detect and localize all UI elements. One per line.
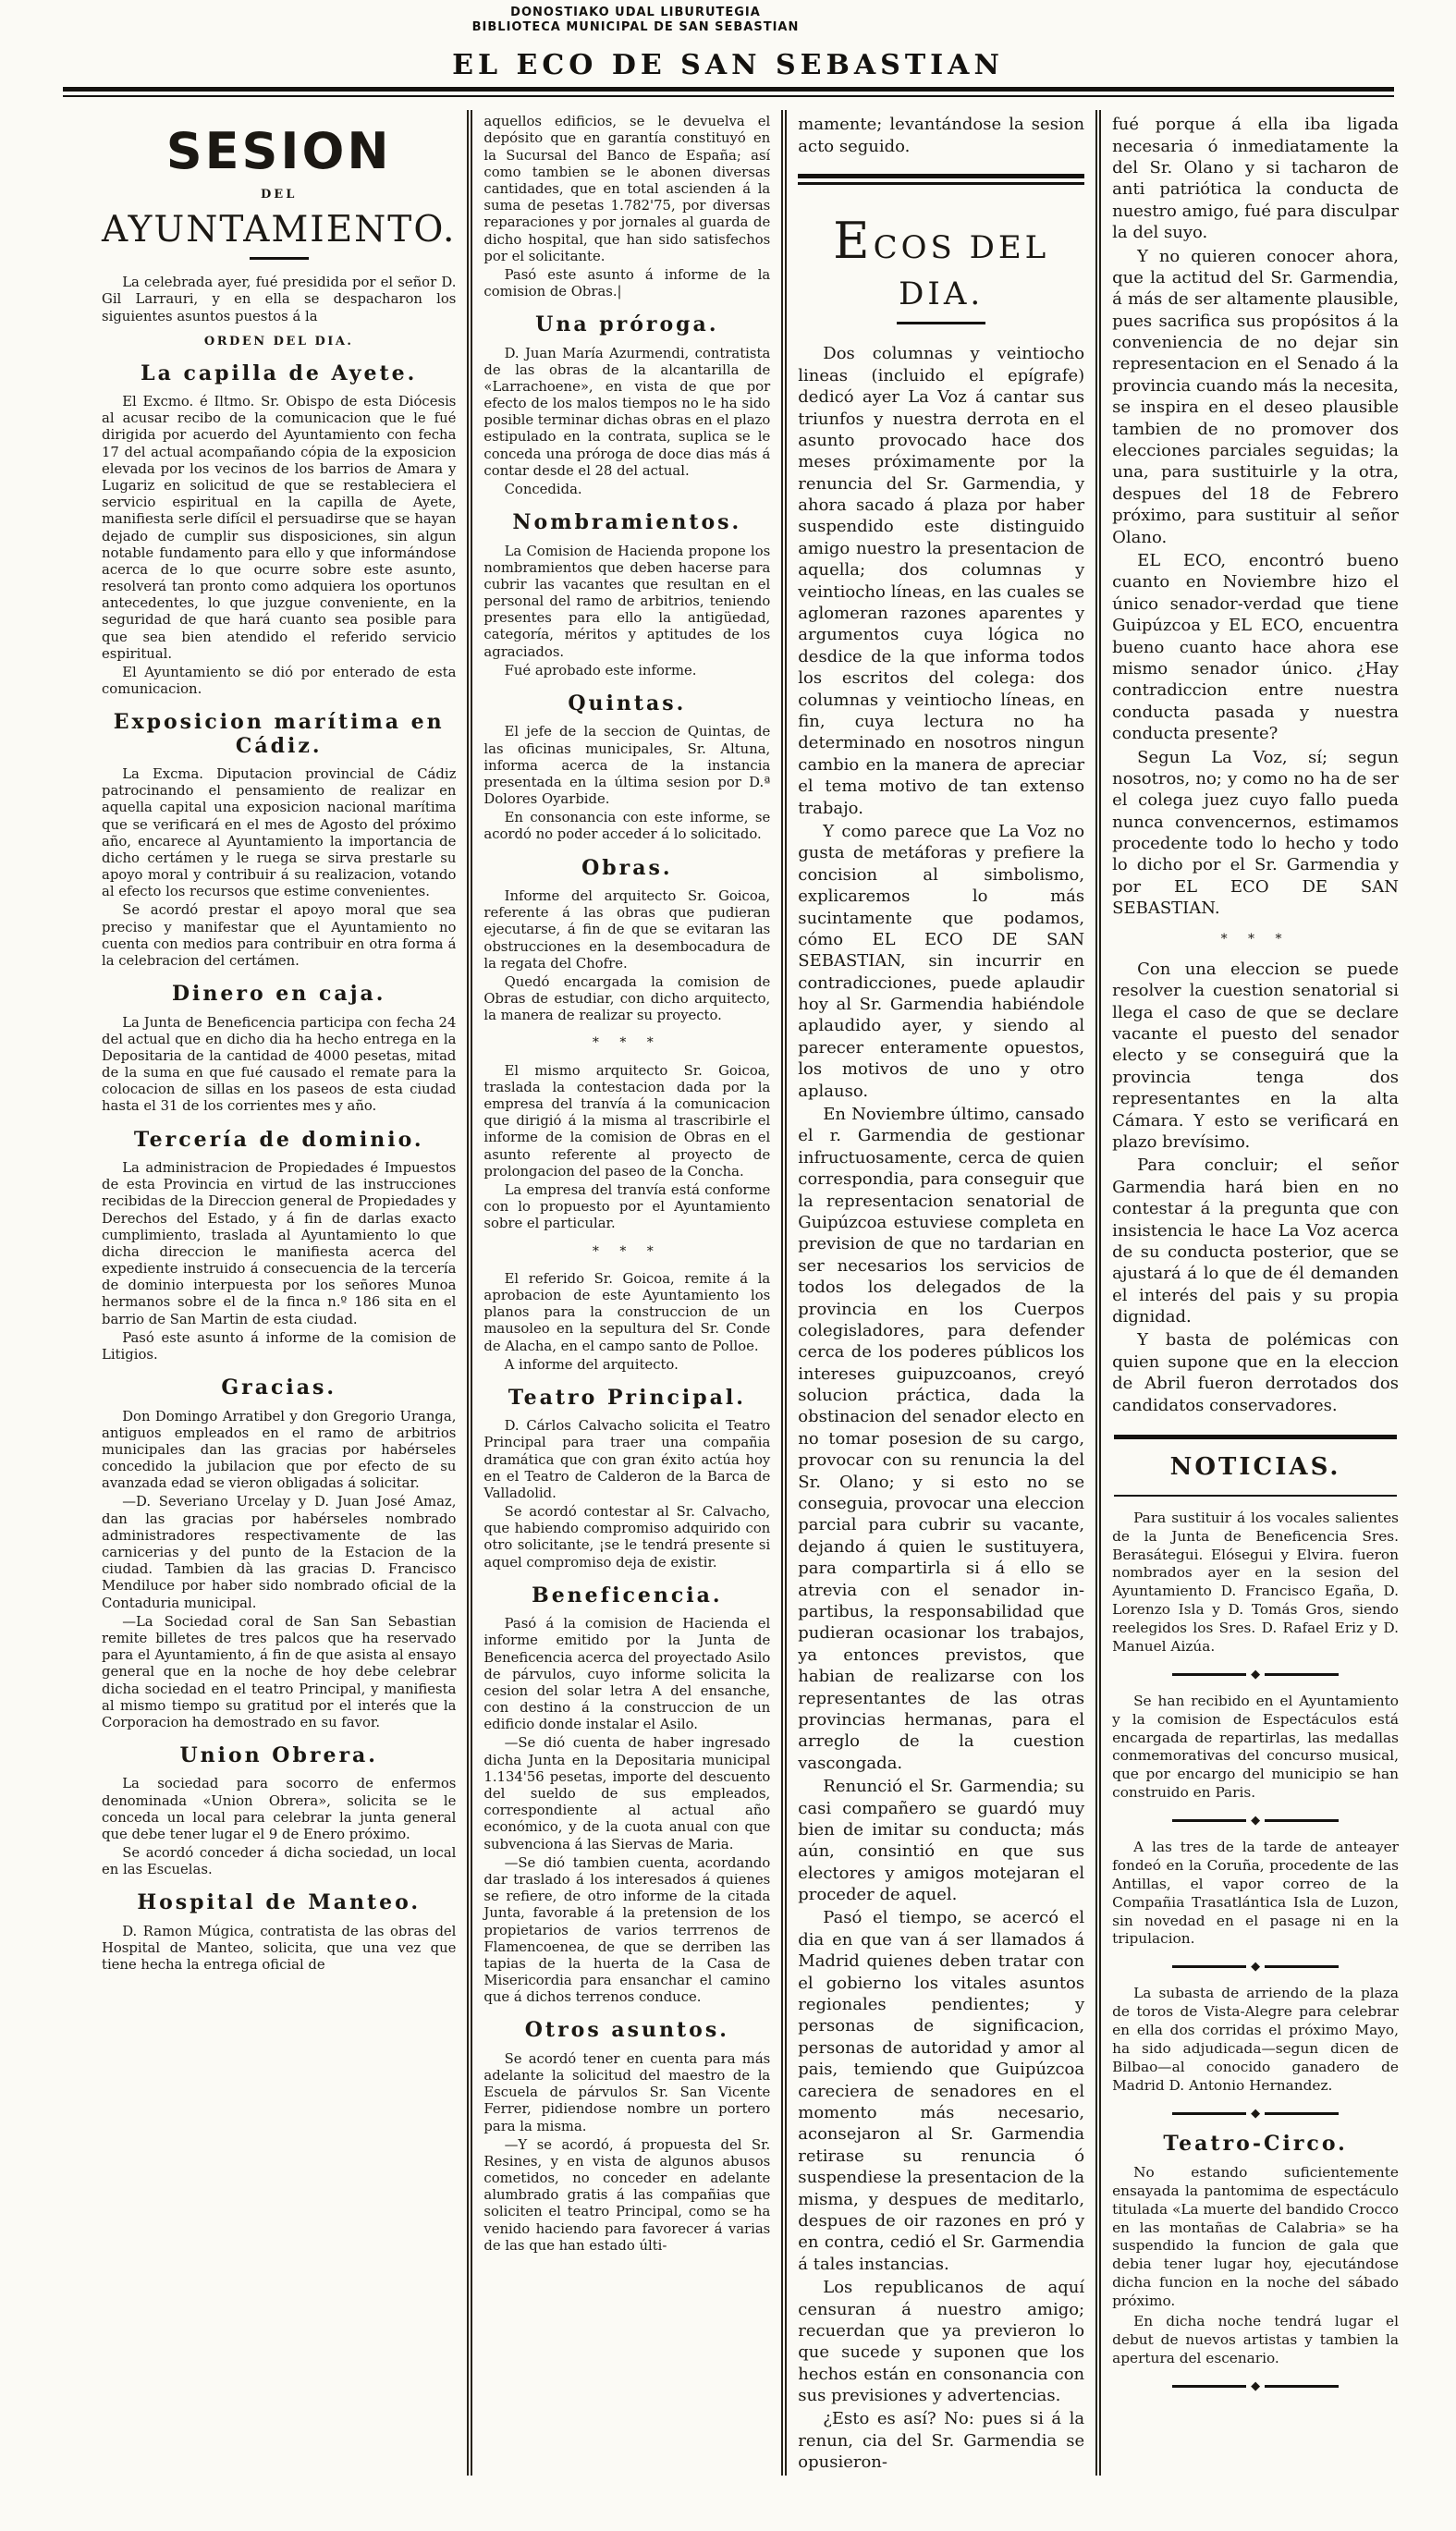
paragraph: Se han recibido en el Ayuntamiento y la comision de Espectáculos está encargada de repartirlas, las medallas conmemorativas del concurso musical, que por encargo del municipio se han construido en Paris. (1112, 1692, 1399, 1802)
diamond-separator-icon (1172, 1815, 1339, 1827)
section-heading: Union Obrera. (179, 1743, 378, 1768)
horizontal-rule (1114, 1435, 1397, 1439)
paragraph: —D. Severiano Urcelay y D. Juan José Amaz, dan las gracias por habérseles nombrado administradores respectivamente de las carnicerias y del punto de la Estacion de la ciudad. Tambien dà las gracias D. Francisco Mendiluce por haber sido nombrado oficial de la Contaduria municipal. (102, 1494, 457, 1611)
horizontal-rule (798, 174, 1084, 185)
separator-line (1172, 1673, 1246, 1676)
column-4-noticias-section (1112, 1435, 1399, 2391)
paragraph: La celebrada ayer, fué presidida por el señor D. Gil Larrauri, y en ella se despacharon los siguientes asuntos puestos á la (102, 275, 457, 324)
paragraph: —La Sociedad coral de San San Sebastian remite billetes de tres palcos que ha reservado para el Ayuntamiento, á fin de que asista al ensayo general que en la noche de hoy debe celebrar dicha sociedad en el teatro Principal, y manifiesta al mismo tiempo su gratitud por el interés que la Corporacion ha demostrado en su favor. (102, 1613, 457, 1730)
section-heading: Exposicion marítima en Cádiz. (113, 710, 445, 758)
horizontal-rule (897, 322, 985, 324)
paragraph: EL ECO, encontró bueno cuanto en Noviembre hizo el único senador-verdad que tiene Guipúzcoa y EL ECO, encuentra bueno cuanto hace ahora ese mismo senador único. ¿Hay contradiccion entre nuestra conducta pasada y nuestra conducta presente? (1112, 551, 1399, 744)
paragraph: —Se dió cuenta de haber ingresado dicha Junta en la Depositaria municipal 1.134'56 pesetas, importe del descuento del sueldo de sus empleados, correspondiente al actual año económico, y de la cuota anual con que subvenciona á las Siervas de Maria. (483, 1735, 771, 1852)
section-heading: Obras. (581, 855, 673, 880)
paragraph: D. Juan María Azurmendi, contratista de las obras de la alcantarilla de «Larrachoene», en vista de que por efecto de los malos tiempos no le ha sido posible terminar dichas obras en el plazo estipulado en la contrata, suplica se le conceda una próroga de doce dias más á contar desde el 28 del actual. (483, 345, 771, 479)
section-heading: Una próroga. (535, 312, 719, 337)
column-4 (1095, 110, 1410, 2475)
paragraph: El jefe de la seccion de Quintas, de las oficinas municipales, Sr. Altuna, informa acerca de la instancia presentada en la última sesion por D.ª Dolores Oyarbide. (483, 724, 771, 808)
paragraph: Y no quieren conocer ahora, que la actitud del Sr. Garmendia, á más de ser altamente plausible, pues sacrifica sus propósitos á la conveniencia de no dejar sin representacion en el Senado á la provincia cuando más la necesita, se inspira en el deseo plausible tambien de no promover dos elecciones parciales seguidas; la una, para sustituirle y la otra, despues del 18 de Febrero próximo, para sustituir al señor Olano. (1112, 246, 1399, 547)
paragraph: La administracion de Propiedades é Impuestos de esta Provincia en virtud de las instrucciones recibidas de la Direccion general de Propiedades y Derechos del Estado, y á fin de darlas exacto cumplimiento, traslada al Ayuntamiento lo que dicha direccion le manifiesta acerca del expediente instruido á consecuencia de la tercería de dominio interpuesta por los señores Munoa hermanos sobre el de la finca n.º 186 sita en el barrio de San Martin de esta ciudad. (102, 1159, 457, 1327)
paragraph: La Excma. Diputacion provincial de Cádiz patrocinando el pensamiento de realizar en aquella capital una exposicion nacional marítima que se verificará en el mes de Agosto del próximo año, encarece al Ayuntamiento la importancia de dicho certámen y le ruega se sirva prestarle su apoyo moral y contribuir á su realizacion, votando al efecto los recursos que estime convenientes. (102, 765, 457, 900)
section-heading: Tercería de dominio. (133, 1127, 424, 1152)
separator-line (1265, 2112, 1339, 2115)
diamond-icon: ◆ (1251, 1667, 1261, 1681)
masthead-title: EL ECO DE SAN SEBASTIAN (452, 49, 1004, 82)
paragraph: A las tres de la tarde de anteayer fondeó en la Coruña, procedente de las Antillas, el vapor correo de la Compañia Trasatlántica Isla de Luzon, sin novedad en el pasage ni en la tripulacion. (1112, 1839, 1399, 1948)
horizontal-rule (1114, 1495, 1397, 1497)
paragraph: ¿Esto es así? No: pues si á la renun, cia del Sr. Garmendia se opusieron- (798, 2409, 1085, 2473)
paragraph: Dos columnas y veintiocho lineas (incluido el epígrafe) dedicó ayer La Voz á cantar sus triunfos y nuestra derrota en el asunto provocado hace dos meses próximamente por la renuncia del Sr. Garmendia, y ahora sacado á plaza por haber suspendido este distinguido amigo nuestro la presentacion de aquella; dos columnas y veintiocho líneas, en las cuales se aglomeran razones aparentes y argumentos cuya lógica no desdice de la que informa todos los escritos del colega: dos columnas y veintiocho líneas, en fin, cuya lectura no ha determinado en nosotros ningun cambio en la manera de apreciar el tema motivo de tan extenso trabajo. (798, 344, 1085, 818)
paragraph: Fué aprobado este informe. (504, 662, 697, 679)
paragraph: La empresa del tranvía está conforme con lo propuesto por el Ayuntamiento sobre el particular. (483, 1181, 771, 1232)
paragraph: En Noviembre último, cansado el r. Garmendia de gestionar infructuosamente, cerca de quien correspondia, para conseguir que la representacion senatorial de Guipúzcoa estuviese completa en prevision de que no tardarian en ser necesarios los servicios de todos los delegados de la provincia en los Cuerpos colegisladores, para defender cerca de los poderes públicos los intereses guipuzcoanos, creyó solucion práctica, dada la obstinacion del senador electo en no tomar posesion de su cargo, provocar con su renuncia la del Sr. Olano; y si esto no se conseguia, provocar una eleccion parcial para cubrir su vacante, dejando á quien le sustituyera, para compartirla si á ello se atrevia con el senador in-partibus, la responsabilidad que pudieran ocasionar los trabajos, ya entonces previstos, que habian de realizarse con los representantes de las otras provincias hermanas, para el arreglo de la cuestion vascongada. (798, 1105, 1085, 1773)
diamond-separator-icon (1172, 2380, 1339, 2392)
paragraph: Pasó este asunto á informe de la comision de Obras.| (483, 266, 771, 300)
article-title-line: DEL (261, 188, 298, 202)
page-header (0, 6, 1456, 97)
paragraph: El Ayuntamiento se dió por enterado de esta comunicacion. (102, 665, 457, 698)
column-2 (467, 110, 781, 2475)
subheading: ORDEN DEL DIA. (203, 334, 354, 348)
section-heading: Quintas. (568, 691, 687, 716)
paragraph: Concedida. (504, 482, 582, 498)
paragraph: Renunció el Sr. Garmendia; su casi compañero se guardó muy bien de imitar su conducta; más aún, consintió en que sus electores y amigos motejaran el proceder de aquel. (798, 1777, 1085, 1905)
paragraph: D. Ramon Múgica, contratista de las obras del Hospital de Manteo, solicita, que una vez que tiene hecha la entrega oficial de (102, 1923, 457, 1974)
paragraph: Pasó el tiempo, se acercó el dia en que van á ser llamados á Madrid quienes deben tratar con el gobierno los vitales asuntos regionales pendientes; y personas de significacion, personas de autoridad y amor al pais, temiendo que Guipúzcoa careciera de senadores en el momento más necesario, aconsejaron al Sr. Garmendia retirase su renuncia ó suspendiese la presentacion de la misma, y despues de meditarlo, despues de oir razones en pró y en contra, cedió el Sr. Garmendia á tales instancias. (798, 1908, 1085, 2274)
paragraph: Y basta de polémicas con quien supone que en la eleccion de Abril fueron derrotados dos candidatos conservadores. (1112, 1330, 1399, 1415)
paragraph: Segun La Voz, sí; segun nosotros, no; y como no ha de ser el colega juez cuyo fallo pueda nunca convencernos, estimamos procedente todo lo hecho y todo lo dicho por el Sr. Garmendia y por EL ECO DE SAN SEBASTIAN. (1112, 747, 1399, 919)
diamond-icon: ◆ (1251, 1960, 1261, 1975)
diamond-icon: ◆ (1251, 1814, 1261, 1828)
diamond-icon: ◆ (1251, 2106, 1261, 2121)
paragraph: No estando suficientemente ensayada la pantomima de espectáculo titulada «La muerte del bandido Crocco en las montañas de Calabria» se ha suspendido la funcion de gala que debia tener lugar hoy, ejecutándose dicha funcion en la noche del sábado próximo. (1112, 2163, 1399, 2309)
section-heading: Teatro Principal. (508, 1385, 746, 1410)
separator-line (1265, 1673, 1339, 1676)
paragraph: —Y se acordó, á propuesta del Sr. Resines, y en vista de algunos abusos cometidos, no conceder en adelante alumbrado gratis á las compañias que soliciten el teatro Principal, como se ha venido haciendo para favorecer á varias de las que han estado últi- (483, 2136, 771, 2254)
stamp-line-2: BIBLIOTECA MUNICIPAL DE SAN SEBASTIAN (471, 19, 800, 34)
masthead-rule (63, 87, 1394, 97)
paragraph: Para concluir; el señor Garmendia hará bien en no contestar á la pregunta que con insistencia le hace La Voz acerca de su conducta posterior, que se ajustará á lo que de él demanden el interés del pais y su propia dignidad. (1112, 1155, 1399, 1327)
paragraph: Los republicanos de aquí censuran á nuestro amigo; recuerdan que ya previeron lo que sucede y suponen que los hechos están en consonancia con sus previsiones y advertencias. (798, 2278, 1085, 2406)
paragraph: mamente; levantándose la sesion acto seguido. (798, 115, 1085, 156)
section-heading: Dinero en caja. (171, 982, 386, 1007)
section-heading: Teatro-Circo. (1163, 2131, 1348, 2156)
section-heading: Hospital de Manteo. (137, 1890, 422, 1915)
paragraph: En consonancia con este informe, se acordó no poder acceder á lo solicitado. (483, 810, 771, 843)
paragraph: Pasó á la comision de Hacienda el informe emitido por la Junta de Beneficencia acerca del proyectado Asilo de párvulos, cuyo informe solicita la cesion del solar letra A del ensanche, con destino á la construccion de un edificio donde instalar el Asilo. (483, 1616, 771, 1733)
section-heading: Beneficencia. (532, 1583, 723, 1608)
paragraph: Pasó este asunto á informe de la comision de Litigios. (102, 1329, 457, 1363)
article-heading: ECOS DEL DIA. (833, 211, 1050, 313)
paragraph: El Excmo. é Iltmo. Sr. Obispo de esta Diócesis al acusar recibo de la comunicacion que le fué dirigida por acuerdo del Ayuntamiento con fecha 17 del actual acompañando cópia de la exposicion elevada por los vecinos de los barrios de Amara y Lugariz en solicitud de que se restableciera el servicio espiritual en la capilla de Ayete, manifiesta serle difícil el persuadirse que se hayan dejado de cumplir sus disposiciones, sin algun notable fundamento para ello y que informándose acerca de lo que ocurre sobre este asunto, resolverá tan pronto como adquiera los oportunos antecedentes, lo que juzgue conveniente, en la seguridad de que hará cuanto sea posible para que sea bien atendido el referido servicio espiritual. (102, 394, 457, 662)
column-3 (781, 110, 1095, 2475)
article-title (102, 122, 457, 260)
columns-container (0, 97, 1456, 2502)
paragraph: Se acordó prestar el apoyo moral que sea preciso y manifestar que el Ayuntamiento no cuenta con medios para contribuir en otra forma á la celebracion del certámen. (102, 902, 457, 970)
paragraph: Se acordó contestar al Sr. Calvacho, que habiendo compromiso adquirido con otro solicitante, ¡se le tendrá presente si aquel compromiso deja de existir. (483, 1504, 771, 1571)
section-heading: Gracias. (221, 1376, 337, 1400)
stamp-line-1: DONOSTIAKO UDAL LIBURUTEGIA (510, 6, 761, 19)
diamond-separator-icon (1172, 1669, 1339, 1681)
article-title-line: SESION (165, 122, 392, 181)
paragraph: La sociedad para socorro de enfermos denominada «Union Obrera», solicita se le conceda un local para celebrar la junta general que debe tener lugar el 9 de Enero próximo. (102, 1776, 457, 1842)
paragraph: Y como parece que La Voz no gusta de metáforas y prefiere la concision al simbolismo, explicaremos lo más sucintamente que podamos, cómo EL ECO DE SAN SEBASTIAN, sin incurrir en contradicciones, puede aplaudir hoy al Sr. Garmendia habiéndole aplaudido ayer, y siendo al parecer enteramente opuestos, los motivos de uno y otro aplauso. (798, 821, 1085, 1101)
separator-line (1172, 1819, 1246, 1822)
column-1 (91, 110, 467, 2475)
paragraph: A informe del arquitecto. (504, 1356, 679, 1373)
diamond-separator-icon (1172, 1961, 1339, 1973)
paragraph: D. Cárlos Calvacho solicita el Teatro Principal para traer una compañia dramática que con gran éxito actúa hoy en el Teatro de Calderon de la Barca de Valladolid. (483, 1418, 771, 1501)
separator-line (1265, 2385, 1339, 2388)
paragraph: El mismo arquitecto Sr. Goicoa, traslada la contestacion dada por la empresa del tranvía á la comunicacion que dirigió á la misma al trascribirle el informe de la comision de Obras en el asunto referente al proyecto de prolongacion del paseo de la Concha. (483, 1062, 771, 1180)
paragraph: Quedó encargada la comision de Obras de estudiar, con dicho arquitecto, la manera de realizar su proyecto. (483, 973, 771, 1024)
separator-line (1172, 2112, 1246, 2115)
paragraph: La subasta de arriendo de la plaza de toros de Vista-Alegre para celebrar en ella dos corridas el próximo Mayo, ha sido adjudicada—segun dicen de Bilbao—al conocido ganadero de Madrid D. Antonio Hernandez. (1112, 1985, 1399, 2094)
paragraph: Con una eleccion se puede resolver la cuestion senatorial si llega el caso de que se declare vacante el puesto del senador electo y se conseguirá que la provincia tenga dos representantes en la alta Cámara. Y esto se verificará en plazo brevísimo. (1112, 959, 1399, 1152)
paragraph: Se acordó tener en cuenta para más adelante la solicitud del maestro de la Escuela de párvulos Sr. San Vicente Ferrer, pidiendose nombre un portero para la misma. (483, 2050, 771, 2134)
library-stamp (0, 6, 1364, 34)
paragraph: La Comision de Hacienda propone los nombramientos que deben hacerse para cubrir las vacantes que resultan en el personal del ramo de arbitrios, teniendo presentes para ello la antigüedad, categoría, méritos y aptitudes de los agraciados. (483, 543, 771, 660)
asterisk-separator-icon: * * * (592, 1035, 662, 1051)
paragraph: fué porque á ella iba ligada necesaria ó inmediatamente la del Sr. Olano y si tacharon de anti patriótica la conducta de nuestro amigo, fué para disculpar la del suyo. (1112, 115, 1399, 243)
separator-line (1172, 1965, 1246, 1968)
asterisk-separator-icon: * * * (1220, 931, 1291, 947)
diamond-icon: ◆ (1251, 2378, 1261, 2393)
section-heading: La capilla de Ayete. (141, 361, 418, 385)
section-heading: NOTICIAS. (1169, 1453, 1341, 1482)
paragraph: Don Domingo Arratibel y don Gregorio Uranga, antiguos empleados en el ramo de arbitrios municipales dan las gracias por habérseles concedido la jubilacion que por efecto de su avanzada edad se vieron obligadas á solicitar. (102, 1408, 457, 1492)
paragraph: Para sustituir á los vocales salientes de la Junta de Beneficencia Sres. Berasátegui. Elósegui y Elvira. fueron nombrados ayer en la sesion del Ayuntamiento D. Francisco Egaña, D. Lorenzo Isla y D. Tomás Gros, siendo reelegidos los Sres. D. Rafael Eriz y D. Manuel Aizúa. (1112, 1509, 1399, 1655)
section-heading: Nombramientos. (512, 510, 742, 535)
separator-line (1265, 1819, 1339, 1822)
paragraph: Informe del arquitecto Sr. Goicoa, referente á las obras que pudieran ejecutarse, á fin de que se evitaran las obstrucciones en la desembocadura de la regata del Chofre. (483, 887, 771, 972)
paragraph: La Junta de Beneficencia participa con fecha 24 del actual que en dicho dia ha hecho entrega en la Depositaria de la cantidad de 4000 pesetas, mitad de la suma en que fué causado el remate para la colocacion de sillas en los paseos de esta ciudad hasta el 31 de los corrientes mes y año. (102, 1014, 457, 1115)
paragraph: El referido Sr. Goicoa, remite á la aprobacion de este Ayuntamiento los planos para la construccion de un mausoleo en la sepultura del Sr. Conde de Alacha, en el campo santo de Polloe. (483, 1270, 771, 1354)
separator-line (1265, 1965, 1339, 1968)
section-heading: Otros asuntos. (524, 2018, 729, 2043)
paragraph: Se acordó conceder á dicha sociedad, un local en las Escuelas. (102, 1845, 457, 1878)
asterisk-separator-icon: * * * (592, 1243, 662, 1259)
paragraph: —Se dió tambien cuenta, acordando dar traslado á los interesados á quienes se refiere, de otro informe de la citada Junta, favorable á la pretension de los propietarios de varios terrrenos de Flamencoenea, de que se derriben las tapias de la huerta de la Casa de Misericordia para ensanchar el camino que á dichos terrenos conduce. (483, 1854, 771, 2006)
separator-line (1172, 2385, 1246, 2388)
title-underline-rule (250, 257, 309, 260)
paragraph: En dicha noche tendrá lugar el debut de nuevos artistas y tambien la apertura del escenario. (1112, 2312, 1399, 2366)
paragraph: aquellos edificios, se le devuelva el depósito que en garantía constituyó en la Sucursal del Banco de España; así como tambien se le abonen diversas cantidades, que en total ascienden á la suma de pesetas 1.782'75, por diversas reparaciones y por jornales al guarda de dicho hospital, que han sido satisfechos por el solicitante. (483, 114, 771, 264)
column-4-ecos-section (1112, 114, 1399, 1416)
article-title-line: AYUNTAMIENTO. (102, 209, 457, 251)
diamond-separator-icon (1172, 2108, 1339, 2120)
